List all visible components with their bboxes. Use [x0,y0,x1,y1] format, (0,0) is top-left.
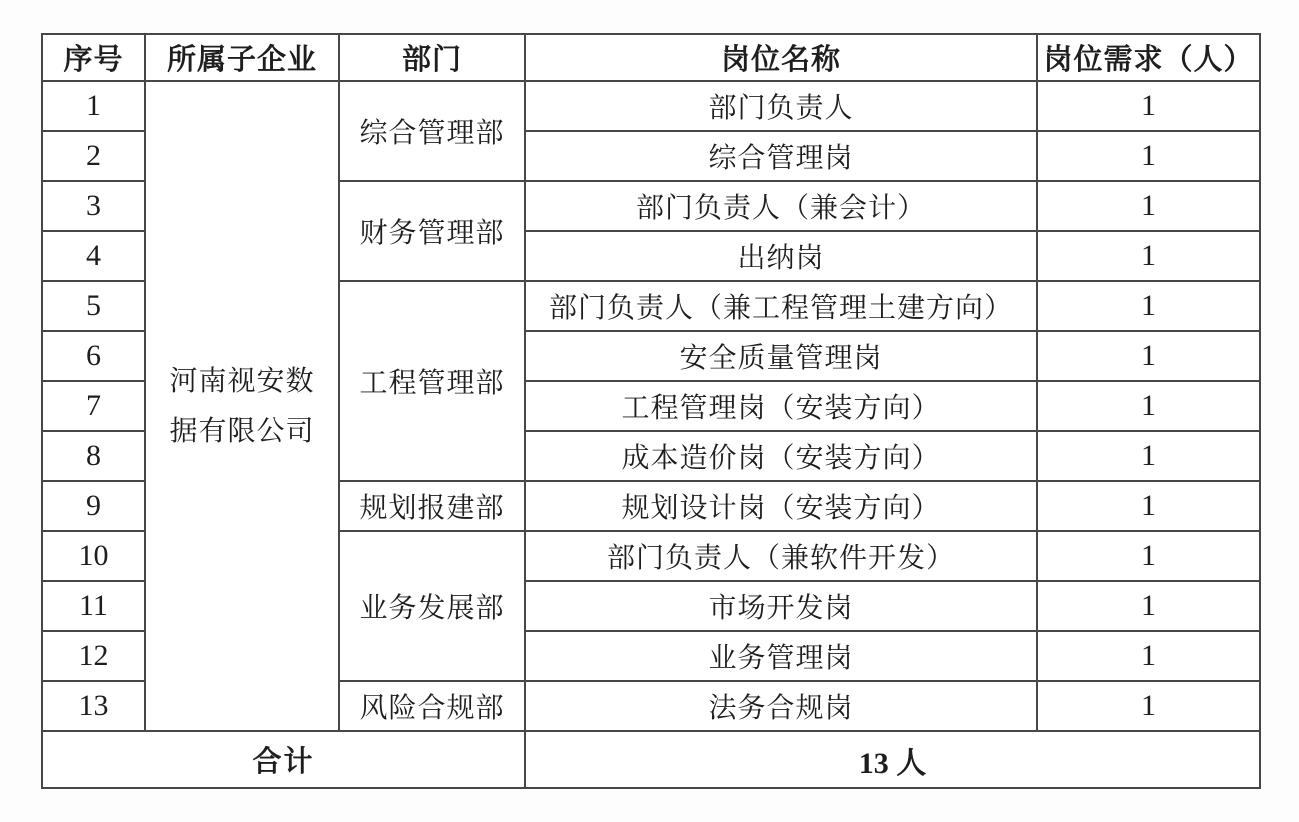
seq-cell: 4 [42,231,145,281]
col-header-headcount: 岗位需求（人） [1037,34,1260,81]
department-cell: 风险合规部 [339,681,525,731]
position-cell: 出纳岗 [525,231,1037,281]
seq-cell: 5 [42,281,145,331]
seq-cell: 3 [42,181,145,231]
position-cell: 工程管理岗（安装方向） [525,381,1037,431]
position-cell: 部门负责人 [525,81,1037,131]
position-cell: 业务管理岗 [525,631,1037,681]
recruitment-table [41,33,1261,789]
headcount-cell: 1 [1037,81,1260,131]
seq-cell: 13 [42,681,145,731]
headcount-cell: 1 [1037,131,1260,181]
seq-cell: 2 [42,131,145,181]
headcount-cell: 1 [1037,181,1260,231]
position-cell: 安全质量管理岗 [525,331,1037,381]
headcount-cell: 1 [1037,581,1260,631]
seq-cell: 12 [42,631,145,681]
position-cell: 市场开发岗 [525,581,1037,631]
total-label-cell: 合计 [42,731,525,788]
col-header-department: 部门 [339,34,525,81]
company-cell: 河南视安数据有限公司 [145,81,339,731]
headcount-cell: 1 [1037,681,1260,731]
seq-cell: 8 [42,431,145,481]
col-header-position: 岗位名称 [525,34,1037,81]
headcount-cell: 1 [1037,281,1260,331]
department-cell: 规划报建部 [339,481,525,531]
headcount-cell: 1 [1037,431,1260,481]
headcount-cell: 1 [1037,331,1260,381]
col-header-subsidiary: 所属子企业 [145,34,339,81]
seq-cell: 9 [42,481,145,531]
department-cell: 财务管理部 [339,181,525,281]
seq-cell: 10 [42,531,145,581]
position-cell: 部门负责人（兼会计） [525,181,1037,231]
position-cell: 成本造价岗（安装方向） [525,431,1037,481]
headcount-cell: 1 [1037,231,1260,281]
headcount-cell: 1 [1037,381,1260,431]
header-row [42,34,1260,81]
seq-cell: 6 [42,331,145,381]
headcount-cell: 1 [1037,481,1260,531]
seq-cell: 7 [42,381,145,431]
position-cell: 规划设计岗（安装方向） [525,481,1037,531]
position-cell: 部门负责人（兼工程管理土建方向） [525,281,1037,331]
seq-cell: 11 [42,581,145,631]
total-row [42,731,1260,788]
seq-cell: 1 [42,81,145,131]
department-cell: 业务发展部 [339,531,525,681]
total-value-cell: 13 人 [525,731,1260,788]
col-header-seq: 序号 [42,34,145,81]
headcount-cell: 1 [1037,531,1260,581]
department-cell: 工程管理部 [339,281,525,481]
recruitment-table-container [41,33,1261,789]
position-cell: 综合管理岗 [525,131,1037,181]
headcount-cell: 1 [1037,631,1260,681]
table-row [42,81,1260,131]
department-cell: 综合管理部 [339,81,525,181]
position-cell: 法务合规岗 [525,681,1037,731]
position-cell: 部门负责人（兼软件开发） [525,531,1037,581]
